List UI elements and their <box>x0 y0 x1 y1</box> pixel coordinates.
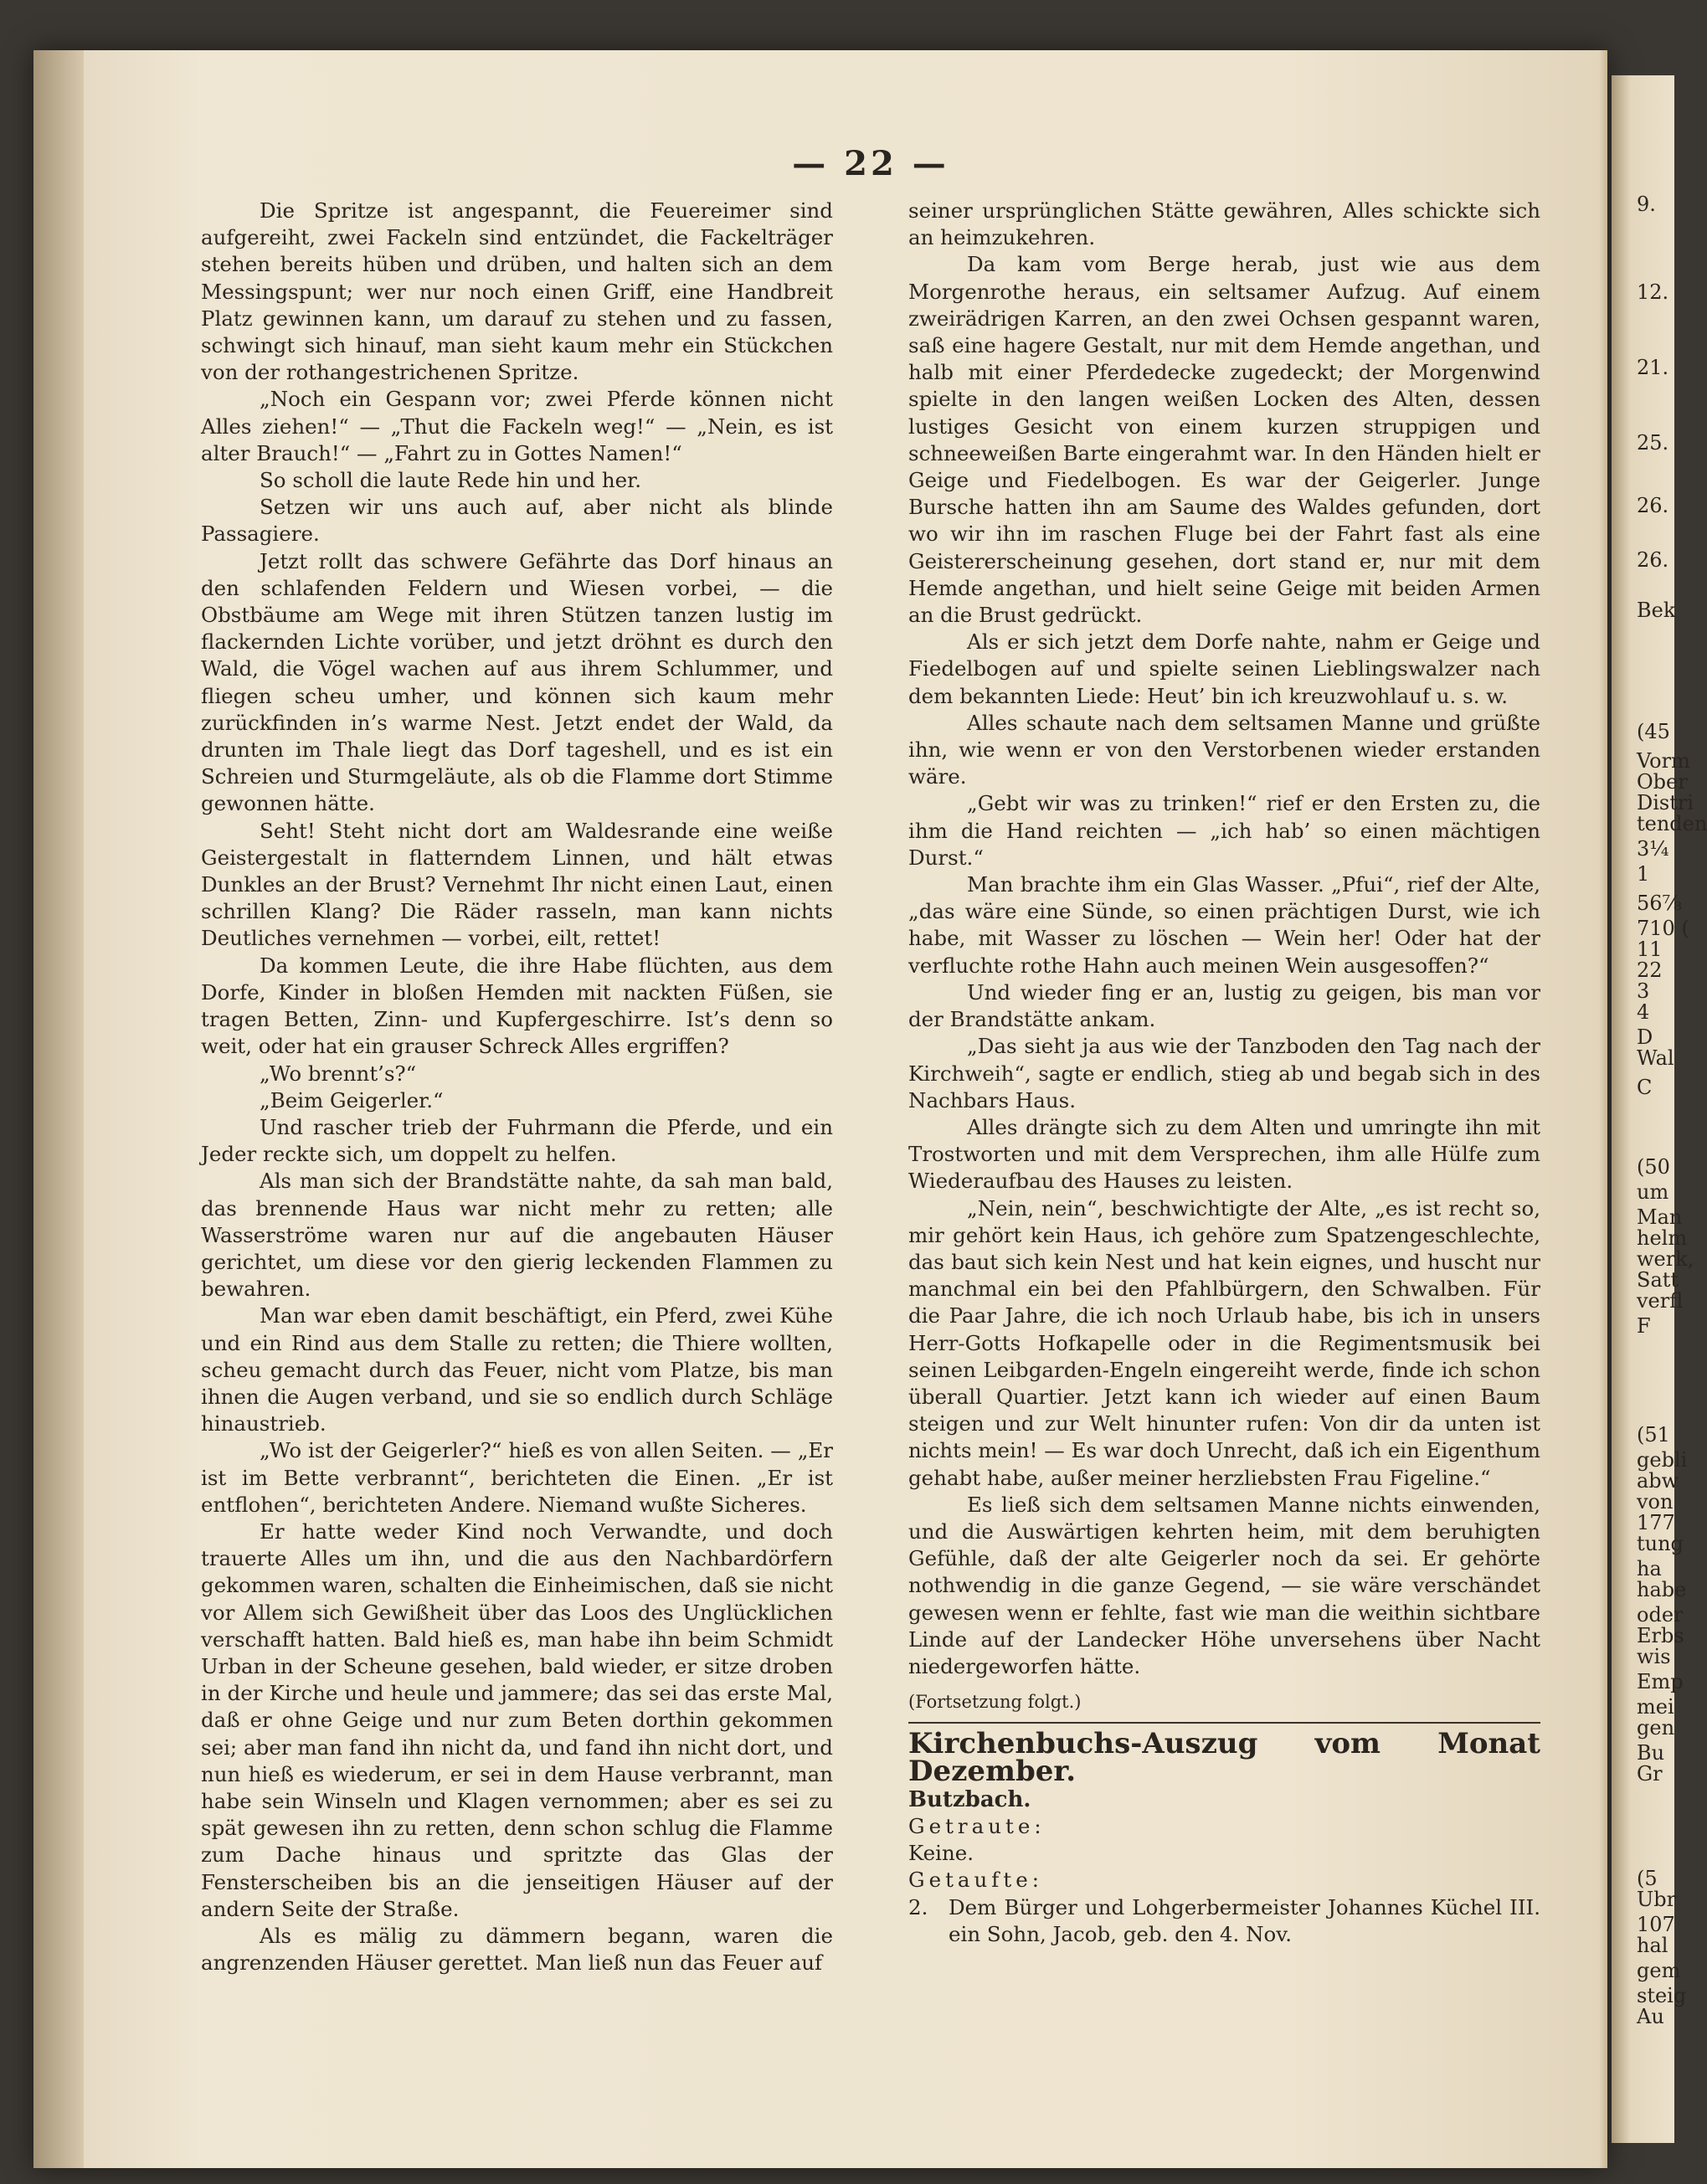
adjacent-page-fragment: Emp <box>1637 1670 1684 1693</box>
paragraph: Er hatte weder Kind noch Verwandte, und doch trauerte Alles um ihn, und die aus den Nachbardörfern gekommen waren, schalten die Einheimischen, daß sie nicht vor Allem sich Gewißheit über das Loos des Unglücklichen verschafft hatten. Bald hieß es, man habe ihn beim Schmidt Urban in der Scheune gesehen, bald wieder, er sitze droben in der Kirche und heule und jammere; das sei das erste Mal, daß er ohne Geige und nur zum Beten dorthin gekommen sei; aber man fand ihn nicht da, und fand ihn nicht dort, und nun hieß es wiederum, er sei in dem Hause verbrannt, man habe sein Winseln und Klagen vernommen; aber es sei zu spät gewesen ihn zu retten, denn schon schlug die Flamme zum Dache hinaus und spritzte das Glas der Fensterscheiben bis an die jenseitigen Häuser auf der andern Seite der Straße. <box>201 1519 833 1921</box>
adjacent-page-fragment: gebli <box>1637 1448 1688 1472</box>
adjacent-page-fragment: von <box>1637 1490 1674 1513</box>
paragraph: Alles schaute nach dem seltsamen Manne und grüßte ihn, wie wenn er von den Verstorbenen wieder erstanden wäre. <box>908 710 1540 789</box>
adjacent-page-fragment: (5 <box>1637 1867 1658 1890</box>
adjacent-page-fragment: 22 <box>1637 958 1663 982</box>
adjacent-page-fragment: Distri <box>1637 791 1694 815</box>
binding-gutter <box>33 50 84 2168</box>
adjacent-page-fragment: tung <box>1637 1532 1684 1555</box>
adjacent-page-fragment: hal <box>1637 1934 1668 1957</box>
adjacent-page-fragment: gen <box>1637 1716 1675 1739</box>
adjacent-page-fragment: 26. <box>1637 494 1669 517</box>
adjacent-page-fragment: wis <box>1637 1645 1671 1668</box>
paragraph: Und rascher trieb der Fuhrmann die Pferde, und ein Jeder reckte sich, um doppelt zu helfen. <box>201 1114 833 1167</box>
adjacent-page-fragment: mei <box>1637 1695 1674 1719</box>
paragraph: So scholl die laute Rede hin und her. <box>260 468 641 493</box>
adjacent-page-fragment: (45 <box>1637 720 1670 743</box>
adjacent-page-fragment: Erbs <box>1637 1624 1684 1647</box>
paragraph: Als es mälig zu dämmern begann, waren die angrenzenden Häuser gerettet. Man ließ nun das Feuer auf <box>201 1924 833 1976</box>
baptism-entries <box>908 1894 1540 1948</box>
paragraph: Es ließ sich dem seltsamen Manne nichts einwenden, und die Auswärtigen kehrten heim, mit dem beruhigten Gefühle, daß der alte Geigerler noch da sei. Er gehörte nothwendig in die ganze Gegend, — sie wäre verschändet gewesen wenn er fehlte, fast wie man die weithin sichtbare Linde auf der Landecker Höhe unversehens über Nacht niedergeworfen hätte. <box>908 1492 1540 1678</box>
adjacent-page-fragment: gem <box>1637 1959 1681 1982</box>
adjacent-page-fragment: oder <box>1637 1603 1684 1626</box>
adjacent-page-fragment: 11 <box>1637 938 1663 961</box>
adjacent-page-fragment: 12. <box>1637 280 1669 304</box>
right-column-body <box>908 198 1540 1680</box>
left-column <box>201 198 833 1976</box>
section-rule <box>908 1722 1540 1724</box>
adjacent-page-fragment: 107 <box>1637 1913 1675 1936</box>
adjacent-page-fragment: (51 <box>1637 1423 1670 1447</box>
register-title: Kirchenbuchs-Auszug vom Monat Dezember. <box>908 1727 1540 1788</box>
adjacent-page-fragment: um <box>1637 1180 1669 1204</box>
paragraph: „Wo brennt’s?“ <box>260 1061 417 1086</box>
right-column <box>908 198 1540 1948</box>
adjacent-page-fragment: ha <box>1637 1557 1662 1580</box>
adjacent-page-fragment: steig <box>1637 1984 1687 2007</box>
paragraph: „Wo ist der Geigerler?“ hieß es von allen Seiten. — „Er ist im Bette verbrannt“, berichteten die Einen. „Er ist entflohen“, berichteten Andere. Niemand wußte Sicheres. <box>201 1438 833 1517</box>
adjacent-page-fragment: C <box>1637 1076 1653 1099</box>
entry-text: Dem Bürger und Lohgerbermeister Johannes Küchel III. ein Sohn, Jacob, geb. den 4. Nov. <box>949 1894 1540 1946</box>
register-place: Butzbach. <box>908 1786 1031 1812</box>
married-heading: Getraute: <box>908 1813 1046 1838</box>
adjacent-page-fragment: 1 <box>1637 862 1650 886</box>
paragraph: Die Spritze ist angespannt, die Feuereimer sind aufgereiht, zwei Fackeln sind entzündet, die Fackelträger stehen bereits hüben und drüben, und halten sich an dem Messingspunt; wer nur noch einen Griff, eine Handbreit Platz gewinnen kann, um darauf zu stehen und zu fassen, schwingt sich hinauf, man sieht kaum mehr ein Stückchen von der rothangestrichenen Spritze. <box>201 198 833 385</box>
paragraph: „Nein, nein“, beschwichtigte der Alte, „es ist recht so, mir gehört kein Haus, ich gehöre zum Spatzengeschlechte, das baut sich kein Nest und hat kein eignes, und huscht nur manchmal ein bei den Pfahlbürgern, den Schwalben. Für die Paar Jahre, die ich noch Urlaub habe, bis ich in unsers Herr-Gotts Hofkapelle oder in die Regimentsmusik bei seinen Leibgarden-Engeln eingereiht werde, finde ich schon überall Quartier. Jetzt kann ich wieder auf einen Baum steigen und zur Welt hinunter rufen: Von dir da unten ist nichts mein! — Es war doch Unrecht, daß ich ein Eigenthum gehabt habe, außer meiner herzliebsten Frau Figeline.“ <box>908 1195 1540 1490</box>
adjacent-page-fragment: 26. <box>1637 548 1669 572</box>
adjacent-page-fragment: werk, <box>1637 1247 1694 1271</box>
adjacent-page-fragment: 4 <box>1637 1000 1650 1024</box>
adjacent-page-fragment: Bek <box>1637 599 1676 622</box>
paragraph: „Das sieht ja aus wie der Tanzboden den Tag nach der Kirchweih“, sagte er endlich, stieg ab und begab sich in des Nachbars Haus. <box>908 1034 1540 1113</box>
paragraph: Jetzt rollt das schwere Gefährte das Dorf hinaus an den schlafenden Feldern und Wiesen vorbei, — die Obstbäume am Wege mit ihren Stützen tanzen lustig im flackernden Lichte vorüber, und jetzt dröhnt es durch den Wald, die Vögel wachen auf aus ihrem Schlummer, und fliegen scheu umher, und können sich kaum mehr zurückfinden in’s warme Nest. Jetzt endet der Wald, da drunten im Thale liegt das Dorf tageshell, und es ist ein Schreien und Sturmgeläute, als ob die Flamme dort Stimme gewonnen hätte. <box>201 548 833 816</box>
paragraph: Setzen wir uns auch auf, aber nicht als blinde Passagiere. <box>201 495 833 547</box>
paragraph: Man war eben damit beschäftigt, ein Pferd, zwei Kühe und ein Rind aus dem Stalle zu retten; die Thiere wollten, scheu gemacht durch das Feuer, nicht vom Platze, bis man ihnen die Augen verband, und sie so endlich durch Schläge hinaustrieb. <box>201 1303 833 1436</box>
adjacent-page-fragment: Wal <box>1637 1046 1674 1070</box>
paragraph: „Beim Geigerler.“ <box>260 1087 444 1113</box>
paragraph: Alles drängte sich zu dem Alten und umringte ihn mit Trostworten und mit dem Versprechen, ihm alle Hülfe zum Wiederaufbau des Hauses zu leisten. <box>908 1114 1540 1194</box>
adjacent-page-fragment: (50 <box>1637 1155 1670 1179</box>
adjacent-page-fragment: D <box>1637 1025 1653 1049</box>
adjacent-page-fragment: Au <box>1637 2005 1664 2028</box>
paragraph: Da kommen Leute, die ihre Habe flüchten, aus dem Dorfe, Kinder in bloßen Hemden mit nackten Füßen, sie tragen Betten, Zinn- und Kupfergeschirre. Ist’s denn so weit, oder hat ein grauser Schreck Alles ergriffen? <box>201 953 833 1059</box>
married-none: Keine. <box>908 1841 974 1866</box>
adjacent-page-fragment: Man <box>1637 1205 1683 1229</box>
paragraph: Als man sich der Brandstätte nahte, da sah man bald, das brennende Haus war nicht mehr zu retten; alle Wasserströme waren nur auf die angebauten Häuser gerichtet, um diese vor den gierig leckenden Flammen zu bewahren. <box>201 1169 833 1302</box>
adjacent-page-fragment: Satt <box>1637 1268 1679 1292</box>
paragraph: Da kam vom Berge herab, just wie aus dem Morgenrothe heraus, ein seltsamer Aufzug. Auf einem zweirädrigen Karren, an den zwei Ochsen gespannt waren, saß eine hagere Gestalt, nur mit dem Hemde angethan, und halb mit einer Pferdedecke zugedeckt; der Morgenwind spielte in den langen weißen Locken des Alten, dessen lustiges Gesicht von einem kurzen struppigen und schneeweißen Barte eingerahmt war. In den Händen hielt er Geige und Fiedelbogen. Es war der Geigerler. Junge Bursche hatten ihn am Saume des Waldes gefunden, dort wo wir ihn im raschen Fluge bei der Fahrt fast als eine Geistererscheinung gesehen, dort stand er, nur mit dem Hemde angethan, und hielt seine Geige mit beiden Armen an die Brust gedrückt. <box>908 252 1540 628</box>
paragraph: Als er sich jetzt dem Dorfe nahte, nahm er Geige und Fiedelbogen auf und spielte seinen Lieblingswalzer nach dem bekannten Liede: Heut’ bin ich kreuzwohlauf u. s. w. <box>908 630 1540 708</box>
paragraph: „Gebt wir was zu trinken!“ rief er den Ersten zu, die ihm die Hand reichten — „ich hab’ so einen mächtigen Durst.“ <box>908 791 1540 870</box>
adjacent-page-fragment: 710 ( <box>1637 917 1689 940</box>
adjacent-page-fragment: helm <box>1637 1226 1688 1250</box>
adjacent-page-fragment: 56⅞ <box>1637 892 1682 915</box>
paragraph: Seht! Steht nicht dort am Waldesrande eine weiße Geistergestalt in flatterndem Linnen, und hält etwas Dunkles an der Brust? Vernehmt Ihr nicht einen Laut, einen schrillen Klang? Die Räder rasseln, man kann nichts Deutliches vernehmen — vorbei, eilt, rettet! <box>201 818 833 951</box>
adjacent-page-fragment: Ubr <box>1637 1888 1677 1911</box>
adjacent-page-fragment: 177 <box>1637 1511 1675 1534</box>
adjacent-page-fragment: 21. <box>1637 356 1669 379</box>
baptized-heading: Getaufte: <box>908 1868 1043 1893</box>
adjacent-page-fragment: habe <box>1637 1578 1687 1601</box>
adjacent-page-edge <box>1612 75 1707 2143</box>
adjacent-page-fragment: tenden <box>1637 812 1707 835</box>
page-text <box>201 144 1540 2043</box>
adjacent-page-fragment: 3 <box>1637 979 1650 1003</box>
paragraph: seiner ursprünglichen Stätte gewähren, Alles schickte sich an heimzukehren. <box>908 198 1540 250</box>
paragraph: Man brachte ihm ein Glas Wasser. „Pfui“, rief der Alte, „das wäre eine Sünde, so einen prächtigen Durst, wie ich habe, mit Wasser zu löschen — Wein her! Oder hat der verfluchte rothe Hahn auch meinen Wein ausgesoffen?“ <box>908 872 1540 978</box>
adjacent-page-fragment: Bu <box>1637 1741 1665 1765</box>
entry-number: 2. <box>908 1894 928 1919</box>
adjacent-page-fragment: Vorm <box>1637 749 1690 773</box>
paragraph: Und wieder fing er an, lustig zu geigen, bis man vor der Brandstätte ankam. <box>908 979 1540 1032</box>
adjacent-page-fragment: 3¼ <box>1637 837 1669 861</box>
adjacent-page-fragment: F <box>1637 1314 1651 1338</box>
adjacent-page-fragment: Ober <box>1637 770 1688 794</box>
continuation-note: (Fortsetzung folgt.) <box>908 1692 1082 1713</box>
adjacent-page-fragment: 9. <box>1637 193 1656 216</box>
adjacent-page-fragment: abw <box>1637 1469 1679 1493</box>
register-entry <box>908 1894 1540 1948</box>
adjacent-page-fragment: 25. <box>1637 431 1669 455</box>
adjacent-page-fragment: verfl <box>1637 1289 1684 1313</box>
page-number: — 22 — <box>792 144 949 183</box>
paragraph: „Noch ein Gespann vor; zwei Pferde können nicht Alles ziehen!“ — „Thut die Fackeln weg!“ — „Nein, es ist alter Brauch!“ — „Fahrt zu in Gottes Namen!“ <box>201 387 833 465</box>
adjacent-page-fragment: Gr <box>1637 1762 1663 1786</box>
